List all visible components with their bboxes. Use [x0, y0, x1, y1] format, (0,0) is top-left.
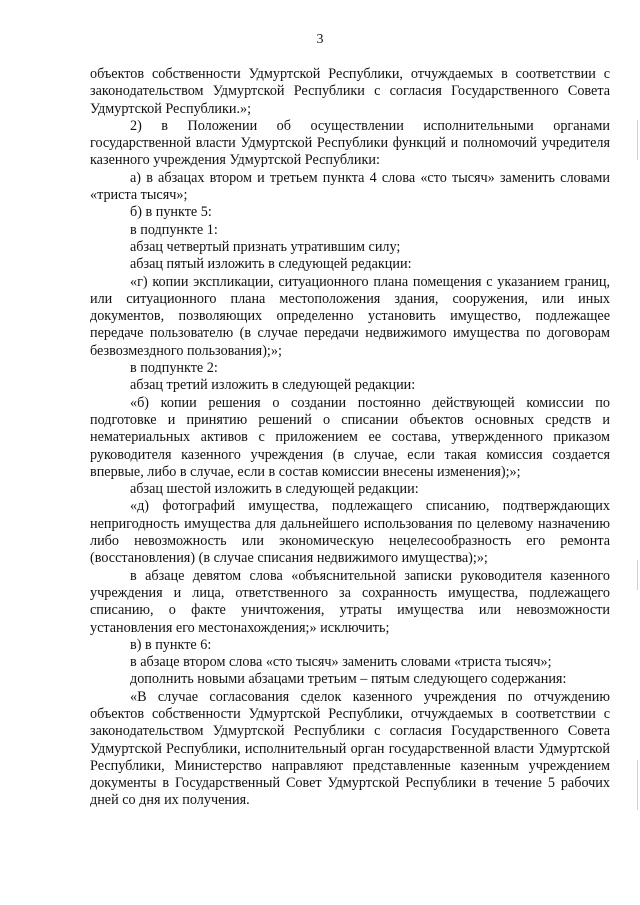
- scan-edge-artifact: [637, 760, 638, 810]
- paragraph: в подпункте 1:: [130, 221, 218, 238]
- paragraph: абзац третий изложить в следующей редакции:: [130, 377, 416, 394]
- paragraph: в подпункте 2:: [130, 360, 218, 377]
- paragraph: «б) копии решения о создании постоянно действующей комиссии по подготовке и принятию решений о списании объектов основных средств и нематериальных активов с приложением ее состава, утвержденного приказом руководителя казенного учреждения (в случае, если такая комиссия создается впервые, либо в случае, если в состав комиссии внесены изменения);»;: [90, 394, 610, 480]
- paragraph: 2) в Положении об осуществлении исполнительными органами государственной власти Удмуртской Республики функций и полномочий учредителя казенного учреждения Удмуртской Республики:: [90, 117, 610, 169]
- scan-edge-artifact: [637, 560, 638, 590]
- paragraph: абзац пятый изложить в следующей редакции:: [130, 256, 412, 273]
- paragraph: «д) фотографий имущества, подлежащего списанию, подтверждающих непригодность имущества для дальнейшего использования по целевому назначению либо невозможность или экономическую нецелесообразность его ремонта (восстановления) (в случае списания недвижимого имущества);»;: [90, 498, 610, 567]
- paragraph: б) в пункте 5:: [130, 204, 212, 221]
- paragraph: в) в пункте 6:: [130, 636, 212, 653]
- paragraph: дополнить новыми абзацами третьим – пятым следующего содержания:: [130, 671, 567, 688]
- paragraph: объектов собственности Удмуртской Республики, отчуждаемых в соответствии с законодательством Удмуртской Республики с согласия Государственного Совета Удмуртской Республики.»;: [90, 66, 610, 117]
- paragraph: а) в абзацах втором и третьем пункта 4 слова «сто тысяч» заменить словами «триста тысяч»;: [90, 169, 610, 204]
- paragraph: «В случае согласования сделок казенного учреждения по отчуждению объектов собственности Удмуртской Республики, отчуждаемых в соответствии с законодательством Удмуртской Республики с согласия Государственного Совета Удмуртской Республики, исполнительный орган государственной власти Удмуртской Республики, Министерство направляют представленные казенным учреждением документы в Государственный Совет Удмуртской Республики в течение 5 рабочих дней со дня их получения.: [90, 688, 610, 809]
- page-number: 3: [316, 32, 324, 47]
- document-body: [90, 66, 610, 810]
- paragraph: в абзаце девятом слова «объяснительной записки руководителя казенного учреждения и лица, ответственного за сохранность имущества, подлежащего списанию, о факте уничтожения, утраты имущества или невозможности установления его местонахождения;» исключить;: [90, 567, 610, 636]
- scan-edge-artifact: [637, 120, 638, 160]
- paragraph: абзац четвертый признать утратившим силу;: [130, 238, 401, 255]
- paragraph: абзац шестой изложить в следующей редакции:: [130, 481, 419, 498]
- paragraph: «г) копии экспликации, ситуационного плана помещения с указанием границ, или ситуационного плана местоположения здания, сооружения, или иных документов, позволяющих определенно установить имущество, подлежащее передаче пользователю (в случае передачи недвижимого имущества по договорам безвозмездного пользования);»;: [90, 273, 610, 359]
- paragraph: в абзаце втором слова «сто тысяч» заменить словами «триста тысяч»;: [130, 654, 552, 671]
